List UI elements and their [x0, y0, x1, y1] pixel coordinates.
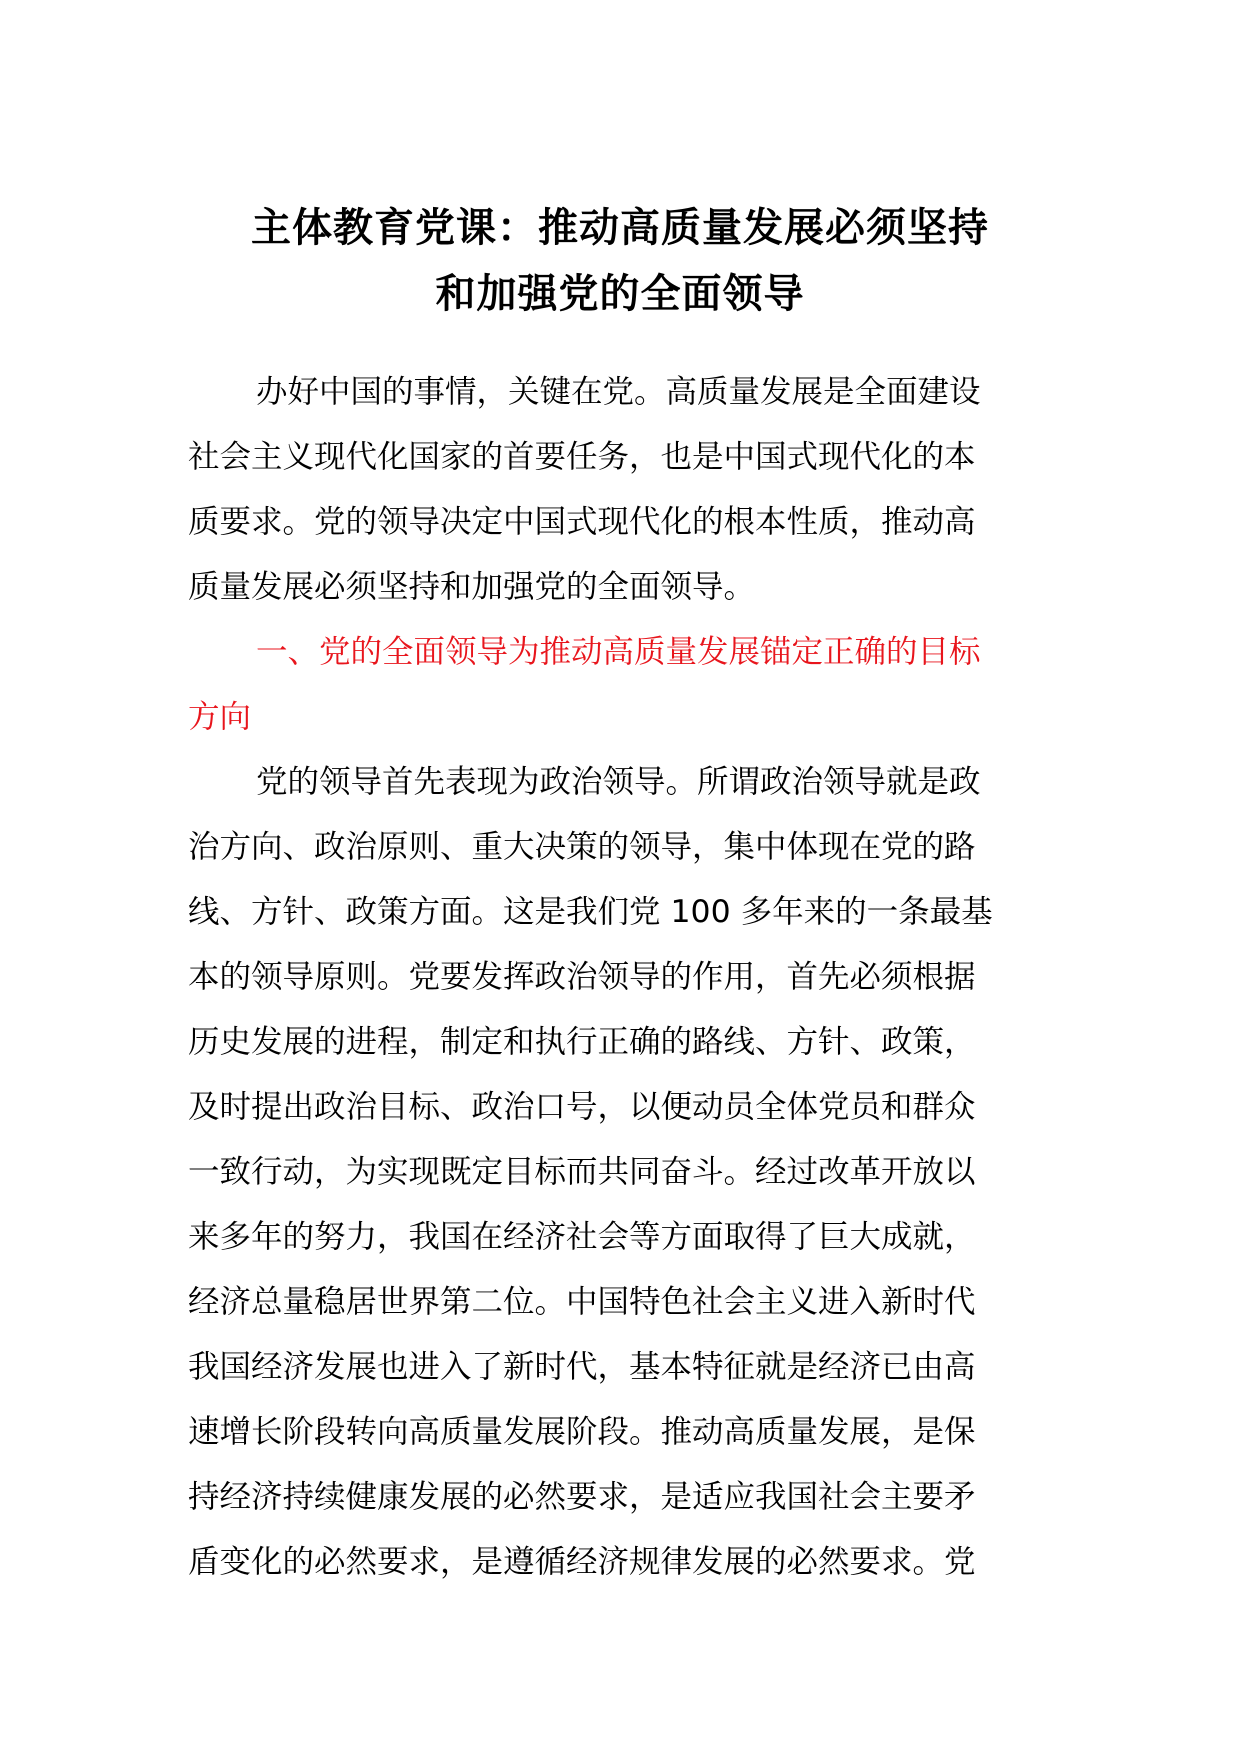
title-line: 和加强党的全面领导 — [435, 271, 805, 317]
paragraph-line: 及时提出政治目标、政治口号，以便动员全体党员和群众 — [188, 1089, 976, 1125]
heading-line: 方向 — [188, 699, 252, 735]
paragraph-line: 线、方针、政策方面。这是我们党 100 多年来的一条最基 — [188, 894, 993, 930]
paragraph-line: 经济总量稳居世界第二位。中国特色社会主义进入新时代 — [188, 1284, 976, 1320]
paragraph-line: 办好中国的事情，关键在党。高质量发展是全面建设 — [256, 374, 981, 410]
paragraph-line: 来多年的努力，我国在经济社会等方面取得了巨大成就， — [188, 1219, 976, 1255]
paragraph-line: 一致行动，为实现既定目标而共同奋斗。经过改革开放以 — [188, 1154, 976, 1190]
paragraph-line: 盾变化的必然要求，是遵循经济规律发展的必然要求。党 — [188, 1544, 976, 1580]
paragraph-political-leadership — [188, 750, 1060, 1595]
paragraph-line: 社会主义现代化国家的首要任务，也是中国式现代化的本 — [188, 439, 976, 475]
paragraph-line: 本的领导原则。党要发挥政治领导的作用，首先必须根据 — [188, 959, 976, 995]
paragraph-intro — [188, 360, 1060, 620]
title-line: 主体教育党课：推动高质量发展必须坚持 — [251, 205, 989, 251]
paragraph-line: 党的领导首先表现为政治领导。所谓政治领导就是政 — [256, 764, 981, 800]
paragraph-line: 我国经济发展也进入了新时代，基本特征就是经济已由高 — [188, 1349, 976, 1385]
paragraph-line: 质量发展必须坚持和加强党的全面领导。 — [188, 569, 756, 605]
paragraph-line: 速增长阶段转向高质量发展阶段。推动高质量发展，是保 — [188, 1414, 976, 1450]
heading-line: 一、党的全面领导为推动高质量发展锚定正确的目标 — [256, 634, 981, 670]
paragraph-line: 治方向、政治原则、重大决策的领导，集中体现在党的路 — [188, 829, 976, 865]
document-body — [188, 360, 1060, 1595]
paragraph-line: 历史发展的进程，制定和执行正确的路线、方针、政策， — [188, 1024, 976, 1060]
document-title — [150, 195, 1090, 327]
paragraph-line: 质要求。党的领导决定中国式现代化的根本性质，推动高 — [188, 504, 976, 540]
section-heading-1 — [188, 620, 1060, 750]
paragraph-line: 持经济持续健康发展的必然要求，是适应我国社会主要矛 — [188, 1479, 976, 1515]
